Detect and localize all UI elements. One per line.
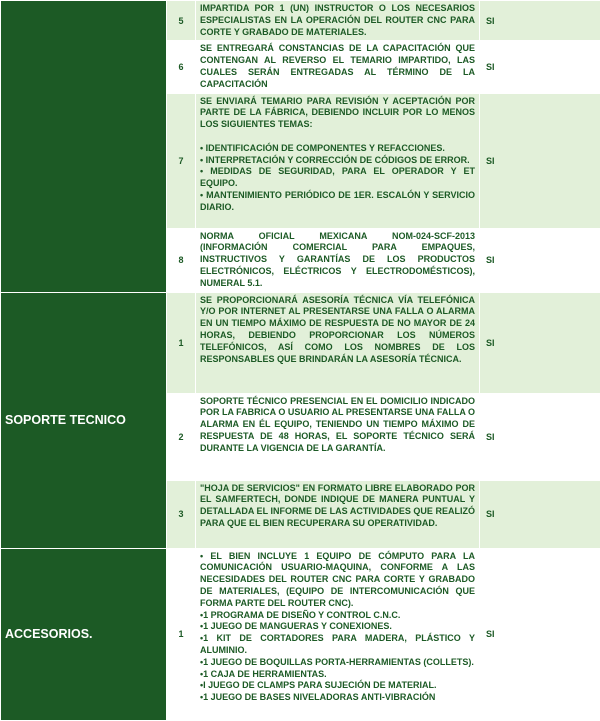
row-number: 1 [167, 548, 196, 720]
row-number: 1 [167, 292, 196, 393]
row-number: 2 [167, 393, 196, 480]
answer-cell: SI [480, 393, 600, 480]
answer-cell: SI [480, 548, 600, 720]
answer-cell: SI [480, 480, 600, 548]
requirement-text: IMPARTIDA POR 1 (UN) INSTRUCTOR O LOS NECESARIOS ESPECIALISTAS EN LA OPERACIÓN DEL ROUTER CNC PARA CORTE Y GRABADO DE MATERIALES. [196, 1, 480, 41]
row-number: 6 [167, 41, 196, 93]
answer-cell: SI [480, 41, 600, 93]
row-number: 3 [167, 480, 196, 548]
category-cell [1, 1, 167, 293]
requirement-text: SE ENTREGARÁ CONSTANCIAS DE LA CAPACITACIÓN QUE CONTENGAN AL REVERSO EL TEMARIO IMPARTIDO, LAS CUALES SERÁN ENTREGADAS AL TÉRMINO DE LA CAPACITACIÓN [196, 41, 480, 93]
requirement-text: SE PROPORCIONARÁ ASESORÍA TÉCNICA VÍA TELEFÓNICA Y/O POR INTERNET AL PRESENTARSE UNA FALLA O ALARMA EN UN TIEMPO MÁXIMO DE RESPUESTA DE NO MAYOR DE 24 HORAS, DEBIENDO PROPORCIONAR LOS NÚMEROS TELEFÓNICOS, ASÍ COMO LOS NOMBRES DE LOS RESPONSABLES QUE BRINDARÁN LA ASESORÍA TÉCNICA. [196, 292, 480, 393]
category-accesorios: ACCESORIOS. [1, 548, 167, 720]
category-soporte-tecnico: SOPORTE TECNICO [1, 292, 167, 548]
table-row [1, 1, 600, 41]
row-number: 7 [167, 93, 196, 228]
row-number: 5 [167, 1, 196, 41]
table-row [1, 292, 600, 393]
answer-cell: SI [480, 93, 600, 228]
answer-cell: SI [480, 1, 600, 41]
answer-cell: SI [480, 228, 600, 292]
requirement-text: • EL BIEN INCLUYE 1 EQUIPO DE CÓMPUTO PARA LA COMUNICACIÓN USUARIO-MAQUINA, CONFORME A LAS NECESIDADES DEL ROUTER CNC PARA CORTE Y GRABADO DE MATERIALES, (EQUIPO DE INTERCOMUNICACIÓN QUE FORMA PARTE DEL ROUTER CNC). •1 PROGRAMA DE DISEÑO Y CONTROL C.N.C. •1 JUEGO DE MANGUERAS Y CONEXIONES. •1 KIT DE CORTADORES PARA MADERA, PLÁSTICO Y ALUMINIO. •1 JUEGO DE BOQUILLAS PORTA-HERRAMIENTAS (COLLETS). •1 CAJA DE HERRAMIENTAS. •I JUEGO DE CLAMPS PARA SUJECIÓN DE MATERIAL. •1 JUEGO DE BASES NIVELADORAS ANTI-VIBRACIÓN [196, 548, 480, 720]
requirement-text: SOPORTE TÉCNICO PRESENCIAL EN EL DOMICILIO INDICADO POR LA FABRICA O USUARIO AL PRESENTARSE UNA FALLA O ALARMA EN ÉL EQUIPO, TENIENDO UN TIEMPO MÁXIMO DE RESPUESTA DE 48 HORAS, EL SOPORTE TÉCNICO SERÁ DURANTE LA VIGENCIA DE LA GARANTÍA. [196, 393, 480, 480]
requirement-text: NORMA OFICIAL MEXICANA NOM-024-SCF-2013 (INFORMACIÓN COMERCIAL PARA EMPAQUES, INSTRUCTIVOS Y GARANTÍAS DE LOS PRODUCTOS ELECTRÓNICOS, ELÉCTRICOS Y ELECTRODOMÉSTICOS), NUMERAL 5.1. [196, 228, 480, 292]
requirement-text: SE ENVIARÁ TEMARIO PARA REVISIÓN Y ACEPTACIÓN POR PARTE DE LA FÁBRICA, DEBIENDO INCLUIR POR LO MENOS LOS SIGUIENTES TEMAS: • IDENTIFICACIÓN DE COMPONENTES Y REFACCIONES. • INTERPRETACIÓN Y CORRECCIÓN DE CÓDIGOS DE ERROR. • MEDIDAS DE SEGURIDAD, PARA EL OPERADOR Y ET EQUIPO. • MANTENIMIENTO PERIÓDICO DE 1ER. ESCALÓN Y SERVICIO DIARIO. [196, 93, 480, 228]
row-number: 8 [167, 228, 196, 292]
table-row [1, 548, 600, 720]
requirement-text: "HOJA DE SERVICIOS" EN FORMATO LIBRE ELABORADO POR EL SAMFERTECH, DONDE INDIQUE DE MANERA PUNTUAL Y DETALLADA EL INFORME DE LAS ACTIVIDADES QUE REALIZÓ PARA QUE EL BIEN RECUPERARA SU OPERATIVIDAD. [196, 480, 480, 548]
answer-cell: SI [480, 292, 600, 393]
